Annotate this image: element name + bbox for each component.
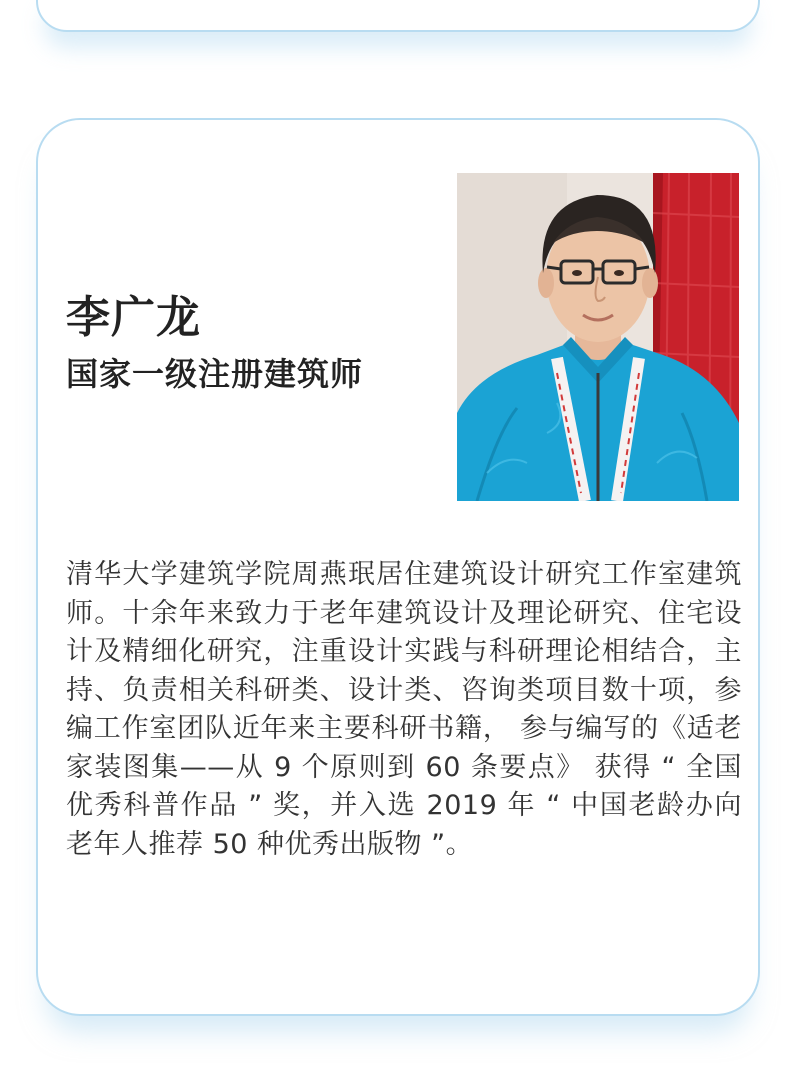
- profile-photo: [457, 173, 739, 501]
- previous-card: [36, 0, 760, 32]
- profile-name: 李广龙: [66, 292, 201, 343]
- profile-title: 国家一级注册建筑师: [66, 355, 364, 393]
- profile-bio: 清华大学建筑学院周燕珉居住建筑设计研究工作室建筑师。十余年来致力于老年建筑设计及理论研究、住宅设计及精细化研究，注重设计实践与科研理论相结合，主持、负责相关科研类、设计类、咨询类项目数十项，参编工作室团队近年来主要科研书籍， 参与编写的《适老家装图集——从 9 个原则到 60 条要点》 获得 “ 全国优秀科普作品 ” 奖，并入选 2019 年 “ 中国老龄办向老年人推荐 50 种优秀出版物 ”。: [66, 559, 742, 860]
- profile-card: [36, 118, 760, 1016]
